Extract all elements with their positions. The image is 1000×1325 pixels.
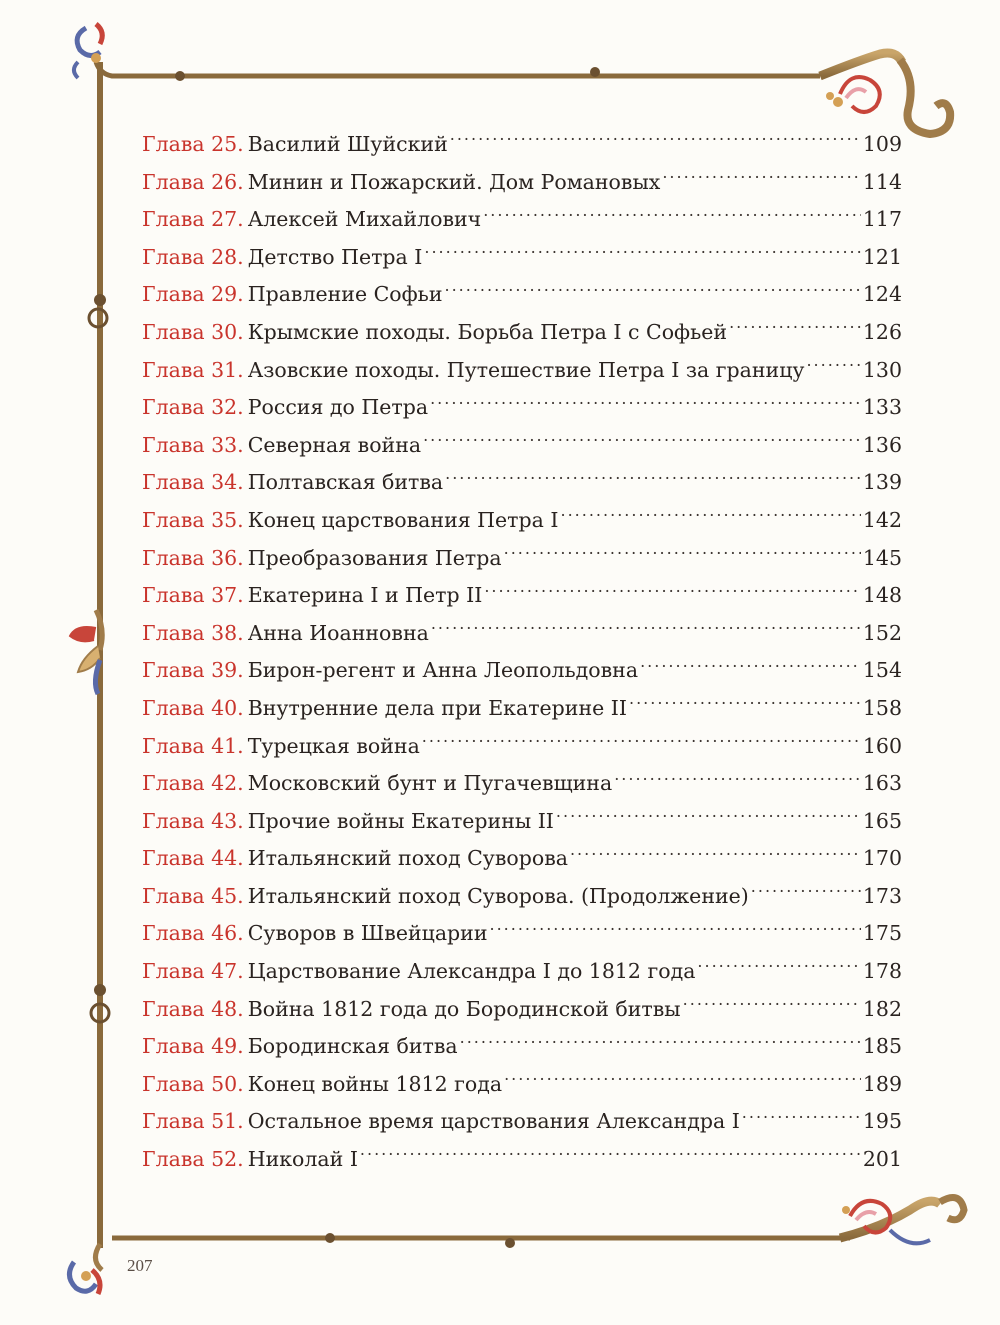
toc-entry <box>142 991 902 1029</box>
leader-dots <box>424 243 860 264</box>
toc-entry <box>142 427 902 465</box>
toc-entry <box>142 652 902 690</box>
toc-entry <box>142 1066 902 1104</box>
chapter-title: Итальянский поход Суворова. (Продолжение) <box>247 883 749 908</box>
chapter-label: Глава 29. <box>142 282 244 307</box>
chapter-label: Глава 26. <box>142 169 244 194</box>
chapter-page: 148 <box>862 583 902 608</box>
chapter-title: Конец царствования Петра I <box>247 507 559 532</box>
chapter-label: Глава 46. <box>142 921 244 946</box>
leader-dots <box>742 1108 861 1129</box>
chapter-label: Глава 28. <box>142 244 244 269</box>
chapter-label: Глава 39. <box>142 658 244 683</box>
chapter-page: 158 <box>862 695 902 720</box>
toc-entry <box>142 728 902 766</box>
chapter-label: Глава 45. <box>142 883 244 908</box>
leader-dots <box>629 694 861 715</box>
chapter-title: Детство Петра I <box>247 244 423 269</box>
leader-dots <box>751 882 861 903</box>
chapter-page: 170 <box>862 846 902 871</box>
page-number: 207 <box>127 1256 153 1275</box>
chapter-label: Глава 38. <box>142 620 244 645</box>
toc-entry <box>142 126 902 164</box>
chapter-title: Анна Иоанновна <box>247 620 429 645</box>
leader-dots <box>430 394 861 415</box>
ornament-top-right <box>820 53 950 134</box>
toc-entry <box>142 1141 902 1179</box>
toc-entry <box>142 239 902 277</box>
leader-dots <box>683 995 861 1016</box>
chapter-page: 152 <box>862 620 902 645</box>
chapter-page: 182 <box>862 996 902 1021</box>
toc-entry <box>142 577 902 615</box>
leader-dots <box>504 1070 861 1091</box>
leader-dots <box>729 318 861 339</box>
toc-entry <box>142 201 902 239</box>
leader-dots <box>460 1033 861 1054</box>
leader-dots <box>445 469 861 490</box>
chapter-label: Глава 42. <box>142 771 244 796</box>
chapter-page: 126 <box>862 319 902 344</box>
chapter-page: 139 <box>862 470 902 495</box>
leader-dots <box>504 544 861 565</box>
chapter-label: Глава 35. <box>142 507 244 532</box>
leader-dots <box>423 431 861 452</box>
chapter-label: Глава 52. <box>142 1147 244 1172</box>
toc-entry <box>142 276 902 314</box>
chapter-label: Глава 47. <box>142 959 244 984</box>
toc-entry <box>142 690 902 728</box>
chapter-page: 154 <box>862 658 902 683</box>
chapter-page: 133 <box>862 395 902 420</box>
toc-entry <box>142 352 902 390</box>
chapter-title: Екатерина I и Петр II <box>247 583 483 608</box>
chapter-label: Глава 49. <box>142 1034 244 1059</box>
chapter-title: Полтавская битва <box>247 470 444 495</box>
chapter-label: Глава 51. <box>142 1109 244 1134</box>
toc-entry <box>142 615 902 653</box>
chapter-title: Остальное время царствования Александра I <box>247 1109 740 1134</box>
toc-entry <box>142 540 902 578</box>
leader-dots <box>662 168 861 189</box>
chapter-page: 185 <box>862 1034 902 1059</box>
chapter-page: 109 <box>862 132 902 156</box>
toc-entry <box>142 1028 902 1066</box>
chapter-page: 160 <box>862 733 902 758</box>
chapter-page: 114 <box>862 169 902 194</box>
chapter-title: Турецкая война <box>247 733 420 758</box>
chapter-title: Внутренние дела при Екатерине II <box>247 695 627 720</box>
frame-top-rail <box>96 62 820 76</box>
chapter-title: Преобразования Петра <box>247 545 502 570</box>
chapter-title: Московский бунт и Пугачевщина <box>247 771 613 796</box>
chapter-title: Северная война <box>247 432 422 457</box>
chapter-label: Глава 37. <box>142 583 244 608</box>
chapter-page: 124 <box>862 282 902 307</box>
toc-entry <box>142 915 902 953</box>
toc-entry <box>142 314 902 352</box>
chapter-label: Глава 34. <box>142 470 244 495</box>
chapter-title: Бирон-регент и Анна Леопольдовна <box>247 658 639 683</box>
chapter-label: Глава 33. <box>142 432 244 457</box>
leader-dots <box>570 845 861 866</box>
leader-dots <box>445 281 861 302</box>
chapter-page: 145 <box>862 545 902 570</box>
chapter-label: Глава 48. <box>142 996 244 1021</box>
table-of-contents <box>142 126 902 1179</box>
chapter-title: Минин и Пожарский. Дом Романовых <box>247 169 661 194</box>
chapter-label: Глава 30. <box>142 319 244 344</box>
chapter-page: 173 <box>862 883 902 908</box>
chapter-page: 189 <box>862 1071 902 1096</box>
toc-entry <box>142 953 902 991</box>
chapter-page: 130 <box>862 357 902 382</box>
chapter-label: Глава 31. <box>142 357 244 382</box>
chapter-page: 163 <box>862 771 902 796</box>
leader-dots <box>450 131 861 152</box>
leader-dots <box>360 1146 861 1167</box>
leader-dots <box>490 920 861 941</box>
chapter-title: Царствование Александра I до 1812 года <box>247 959 696 984</box>
chapter-label: Глава 40. <box>142 695 244 720</box>
leader-dots <box>806 356 860 377</box>
toc-entry <box>142 502 902 540</box>
chapter-label: Глава 36. <box>142 545 244 570</box>
chapter-page: 121 <box>862 244 902 269</box>
chapter-title: Суворов в Швейцарии <box>247 921 488 946</box>
chapter-title: Крымские походы. Борьба Петра I с Софьей <box>247 319 728 344</box>
chapter-page: 175 <box>862 921 902 946</box>
chapter-page: 117 <box>862 207 902 232</box>
toc-entry <box>142 878 902 916</box>
chapter-page: 165 <box>862 808 902 833</box>
chapter-label: Глава 32. <box>142 395 244 420</box>
chapter-title: Война 1812 года до Бородинской битвы <box>247 996 681 1021</box>
toc-entry <box>142 840 902 878</box>
chapter-label: Глава 27. <box>142 207 244 232</box>
chapter-title: Правление Софьи <box>247 282 443 307</box>
leader-dots <box>484 582 861 603</box>
chapter-page: 142 <box>862 507 902 532</box>
toc-entry <box>142 164 902 202</box>
chapter-title: Бородинская битва <box>247 1034 458 1059</box>
leader-dots <box>614 770 861 791</box>
chapter-title: Прочие войны Екатерины II <box>247 808 554 833</box>
chapter-page: 195 <box>862 1109 902 1134</box>
chapter-page: 201 <box>862 1147 902 1172</box>
ornament-bottom-right <box>840 1198 964 1244</box>
chapter-title: Россия до Петра <box>247 395 429 420</box>
leader-dots <box>561 506 861 527</box>
leader-dots <box>422 732 861 753</box>
chapter-title: Василий Шуйский <box>247 132 448 156</box>
chapter-label: Глава 41. <box>142 733 244 758</box>
chapter-label: Глава 44. <box>142 846 244 871</box>
chapter-title: Алексей Михайлович <box>247 207 482 232</box>
chapter-title: Итальянский поход Суворова <box>247 846 568 871</box>
chapter-label: Глава 50. <box>142 1071 244 1096</box>
toc-entry <box>142 389 902 427</box>
chapter-page: 178 <box>862 959 902 984</box>
ornament-bottom-left <box>69 1244 102 1294</box>
chapter-title: Азовские походы. Путешествие Петра I за границу <box>247 357 805 382</box>
toc-entry <box>142 765 902 803</box>
leader-dots <box>431 619 861 640</box>
chapter-label: Глава 25. <box>142 132 244 156</box>
leader-dots <box>640 657 861 678</box>
chapter-title: Конец войны 1812 года <box>247 1071 503 1096</box>
toc-entry <box>142 464 902 502</box>
chapter-label: Глава 43. <box>142 808 244 833</box>
leader-dots <box>697 958 860 979</box>
toc-entry <box>142 1103 902 1141</box>
toc-entry <box>142 803 902 841</box>
chapter-title: Николай I <box>247 1147 358 1172</box>
leader-dots <box>483 206 861 227</box>
chapter-page: 136 <box>862 432 902 457</box>
leader-dots <box>556 807 861 828</box>
